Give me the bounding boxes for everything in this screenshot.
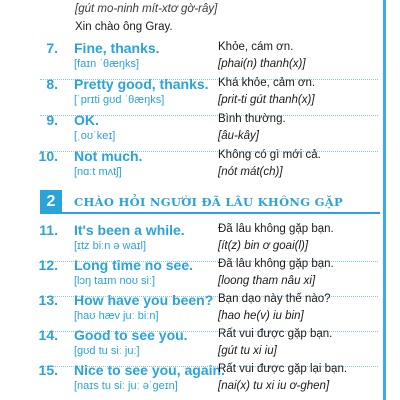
phrase-entry [0, 292, 380, 328]
phrase-ipa: [faɪn ˈθæŋks] [74, 58, 140, 70]
phrase-vietnamese: Bạn dạo này thế nào? [218, 293, 331, 305]
phrase-vietnamese: Khỏe, cám ơn. [218, 41, 294, 53]
phrase-number: 7. [46, 40, 58, 56]
phrase-english: Fine, thanks. [74, 40, 160, 56]
phrase-vietnamese: Rất vui được gặp lại bạn. [218, 363, 348, 375]
previous-pronunciation: [gút mo-ninh mít-xtơ gờ-rây] [75, 3, 218, 15]
phrase-number: 8. [46, 76, 58, 92]
phrase-pronunciation: [âu-kây] [218, 130, 259, 142]
phrase-ipa: [ˌoʊˈkeɪ] [74, 130, 116, 142]
phrase-ipa: [ɪtz biːn ə waɪl] [74, 240, 147, 252]
phrase-vietnamese: Đã lâu không gặp bạn. [218, 258, 334, 270]
phrase-number: 12. [38, 257, 58, 273]
phrase-number: 11. [39, 222, 58, 238]
phrase-english: Long time no see. [74, 257, 194, 273]
phrase-ipa: [haʊ hæv juː biːn] [74, 310, 159, 322]
phrase-ipa: [nɑːt mʌtʃ] [74, 166, 122, 178]
phrase-ipa: [lɔŋ taɪm noʊ siː] [74, 275, 156, 287]
phrase-ipa: [ɡʊd tu siː juː] [74, 345, 140, 357]
phrase-english: It's been a while. [74, 222, 185, 238]
phrase-pronunciation: [phai(n) thanh(x)] [218, 58, 306, 70]
phrase-vietnamese: Rất vui được gặp bạn. [218, 328, 333, 340]
phrase-entry [0, 327, 380, 363]
phrase-vietnamese: Đã lâu không gặp bạn. [218, 223, 334, 235]
phrase-pronunciation: [hao he(v) iu bin] [218, 310, 304, 322]
phrase-entry [0, 222, 380, 258]
page-edge-rule [383, 0, 386, 400]
phrase-number: 14. [38, 327, 58, 343]
phrase-ipa: [ˈprɪti ɡʊd ˈθæŋks] [74, 94, 165, 106]
phrase-english: Nice to see you, again. [74, 362, 225, 378]
phrase-vietnamese: Bình thường. [218, 113, 286, 125]
phrase-pronunciation: [gút tu xi iu] [218, 345, 277, 357]
phrase-entry [0, 76, 380, 112]
previous-translation: Xin chào ông Gray. [75, 21, 173, 33]
phrase-vietnamese: Không có gì mới cả. [218, 149, 321, 161]
phrase-english: OK. [74, 112, 99, 128]
phrase-english: Pretty good, thanks. [74, 76, 209, 92]
phrase-entry [0, 257, 380, 293]
phrase-pronunciation: [nai(x) tu xi iu ơ-ghen] [218, 380, 330, 392]
section-header [40, 190, 380, 216]
phrase-pronunciation: [ít(z) bin ơ goai(l)] [218, 240, 309, 252]
section-number-badge: 2 [40, 190, 62, 214]
phrase-english: Not much. [74, 148, 143, 164]
phrase-entry [0, 362, 380, 398]
section-title: CHÀO HỎI NGƯỜI ĐÃ LÂU KHÔNG GẶP [74, 195, 343, 209]
phrase-pronunciation: [loong tham nâu xi] [218, 275, 316, 287]
phrase-english: How have you been? [74, 292, 214, 308]
phrase-entry [0, 40, 380, 76]
phrase-pronunciation: [nót mát(ch)] [218, 166, 283, 178]
phrase-english: Good to see you. [74, 327, 188, 343]
phrase-entry [0, 112, 380, 148]
phrase-number: 10. [38, 148, 58, 164]
phrase-pronunciation: [prit-ti gút thanh(x)] [218, 94, 315, 106]
phrase-number: 15. [38, 362, 58, 378]
section-underline [62, 212, 380, 214]
phrase-entry [0, 148, 380, 184]
phrase-ipa: [naɪs tu siː juː əˈɡeɪn] [74, 380, 178, 392]
phrase-number: 9. [46, 112, 58, 128]
phrase-number: 13. [38, 292, 58, 308]
phrase-vietnamese: Khá khỏe, cảm ơn. [218, 77, 316, 89]
